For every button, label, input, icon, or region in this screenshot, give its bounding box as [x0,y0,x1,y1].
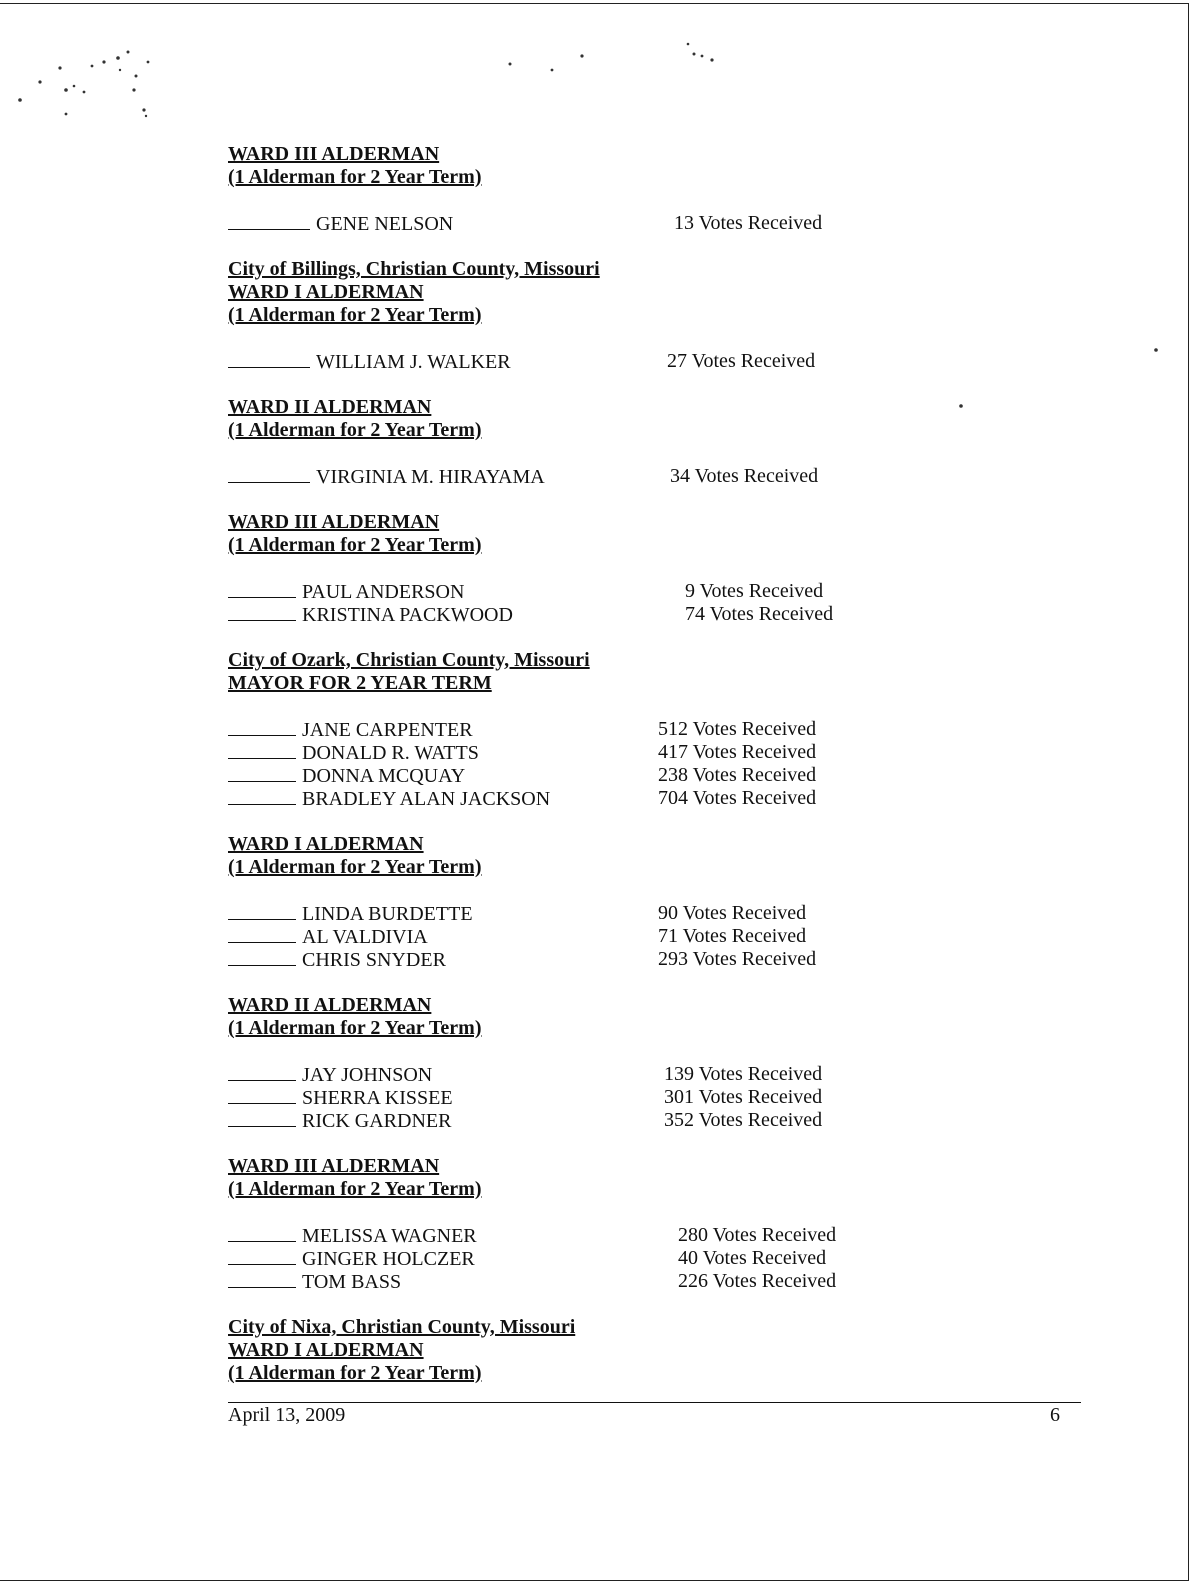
race-heading: WARD I ALDERMAN [228,281,424,303]
candidate-name: GINGER HOLCZER [302,1248,475,1270]
vote-count: 280 Votes Received [678,1224,837,1246]
race-section [228,833,928,971]
footer-rule [228,1402,1081,1403]
vote-count: 74 Votes Received [685,603,834,625]
vote-count: 9 Votes Received [685,580,824,602]
candidate-list [228,902,928,971]
ballot-blank-line [228,212,310,230]
candidate-name: AL VALDIVIA [302,926,428,948]
vote-count: 352 Votes Received [664,1109,823,1131]
candidate-name: TOM BASS [302,1271,402,1293]
race-heading: (1 Alderman for 2 Year Term) [228,534,482,556]
candidate-row [228,764,928,787]
candidate-name: DONNA MCQUAY [302,765,466,787]
ballot-blank-line [228,1247,296,1265]
candidate-list [228,350,928,373]
vote-count: 27 Votes Received [667,350,816,372]
vote-count: 90 Votes Received [658,902,807,924]
race-section [228,1316,928,1385]
scan-speck-right-2 [955,400,967,412]
race-heading: WARD III ALDERMAN [228,143,440,165]
race-heading: (1 Alderman for 2 Year Term) [228,419,482,441]
candidate-name: SHERRA KISSEE [302,1087,453,1109]
race-heading: WARD I ALDERMAN [228,1339,424,1361]
candidate-row [228,1247,928,1270]
ballot-blank-line [228,787,296,805]
ballot-blank-line [228,925,296,943]
ballot-blank-line [228,580,296,598]
candidate-name: KRISTINA PACKWOOD [302,604,513,626]
race-heading: City of Billings, Christian County, Missouri [228,258,600,280]
candidate-row [228,787,928,810]
vote-count: 139 Votes Received [664,1063,823,1085]
vote-count: 512 Votes Received [658,718,817,740]
race-heading: WARD I ALDERMAN [228,833,424,855]
candidate-row [228,741,928,764]
vote-count: 417 Votes Received [658,741,817,763]
vote-count: 34 Votes Received [670,465,819,487]
candidate-name: CHRIS SNYDER [302,949,446,971]
candidate-name: RICK GARDNER [302,1110,452,1132]
candidate-row [228,603,928,626]
candidate-row [228,580,928,603]
race-section [228,1155,928,1293]
ballot-blank-line [228,718,296,736]
race-heading: (1 Alderman for 2 Year Term) [228,856,482,878]
candidate-name: LINDA BURDETTE [302,903,473,925]
candidate-row [228,1109,928,1132]
vote-count: 71 Votes Received [658,925,807,947]
vote-count: 13 Votes Received [674,212,823,234]
race-section [228,258,928,373]
candidate-name: DONALD R. WATTS [302,742,479,764]
vote-count: 226 Votes Received [678,1270,837,1292]
ballot-blank-line [228,603,296,621]
candidate-name: WILLIAM J. WALKER [316,351,511,373]
candidate-list [228,465,928,488]
vote-count: 293 Votes Received [658,948,817,970]
candidate-row [228,1270,928,1293]
ballot-blank-line [228,764,296,782]
race-section [228,649,928,810]
candidate-row [228,902,928,925]
ballot-blank-line [228,1109,296,1127]
race-heading: (1 Alderman for 2 Year Term) [228,304,482,326]
race-heading: WARD II ALDERMAN [228,396,432,418]
candidate-name: MELISSA WAGNER [302,1225,477,1247]
candidate-name: VIRGINIA M. HIRAYAMA [316,466,545,488]
candidate-row [228,718,928,741]
ballot-blank-line [228,948,296,966]
candidate-list [228,1224,928,1293]
ballot-blank-line [228,902,296,920]
candidate-row [228,1086,928,1109]
race-section [228,143,928,235]
scan-specks [0,0,1200,140]
candidate-name: BRADLEY ALAN JACKSON [302,788,551,810]
candidate-name: JAY JOHNSON [302,1064,433,1086]
race-section [228,511,928,626]
scan-bottom-edge [0,1580,1188,1581]
vote-count: 301 Votes Received [664,1086,823,1108]
ballot-blank-line [228,1224,296,1242]
candidate-row [228,465,928,488]
candidate-row [228,948,928,971]
candidate-row [228,212,928,235]
candidate-list [228,718,928,810]
election-results [228,143,928,1385]
race-heading: City of Nixa, Christian County, Missouri [228,1316,576,1338]
page-number: 6 [1050,1404,1060,1426]
candidate-name: JANE CARPENTER [302,719,473,741]
candidate-list [228,580,928,626]
candidate-row [228,925,928,948]
candidate-list [228,1063,928,1132]
candidate-row [228,1224,928,1247]
candidate-row [228,1063,928,1086]
race-heading: (1 Alderman for 2 Year Term) [228,166,482,188]
ballot-blank-line [228,465,310,483]
race-heading: WARD III ALDERMAN [228,511,440,533]
race-heading: (1 Alderman for 2 Year Term) [228,1178,482,1200]
ballot-blank-line [228,1063,296,1081]
ballot-blank-line [228,741,296,759]
race-heading: (1 Alderman for 2 Year Term) [228,1017,482,1039]
vote-count: 40 Votes Received [678,1247,827,1269]
vote-count: 238 Votes Received [658,764,817,786]
candidate-row [228,350,928,373]
scan-speck-right [1150,344,1162,414]
footer-date: April 13, 2009 [228,1404,346,1426]
scan-right-edge [1188,3,1189,1581]
ballot-blank-line [228,1086,296,1104]
race-heading: (1 Alderman for 2 Year Term) [228,1362,482,1384]
race-heading: MAYOR FOR 2 YEAR TERM [228,672,492,694]
candidate-name: PAUL ANDERSON [302,581,465,603]
ballot-blank-line [228,350,310,368]
vote-count: 704 Votes Received [658,787,817,809]
candidate-list [228,212,928,235]
race-heading: WARD III ALDERMAN [228,1155,440,1177]
race-section [228,994,928,1132]
race-section [228,396,928,488]
race-heading: City of Ozark, Christian County, Missouri [228,649,590,671]
race-heading: WARD II ALDERMAN [228,994,432,1016]
ballot-blank-line [228,1270,296,1288]
candidate-name: GENE NELSON [316,213,454,235]
